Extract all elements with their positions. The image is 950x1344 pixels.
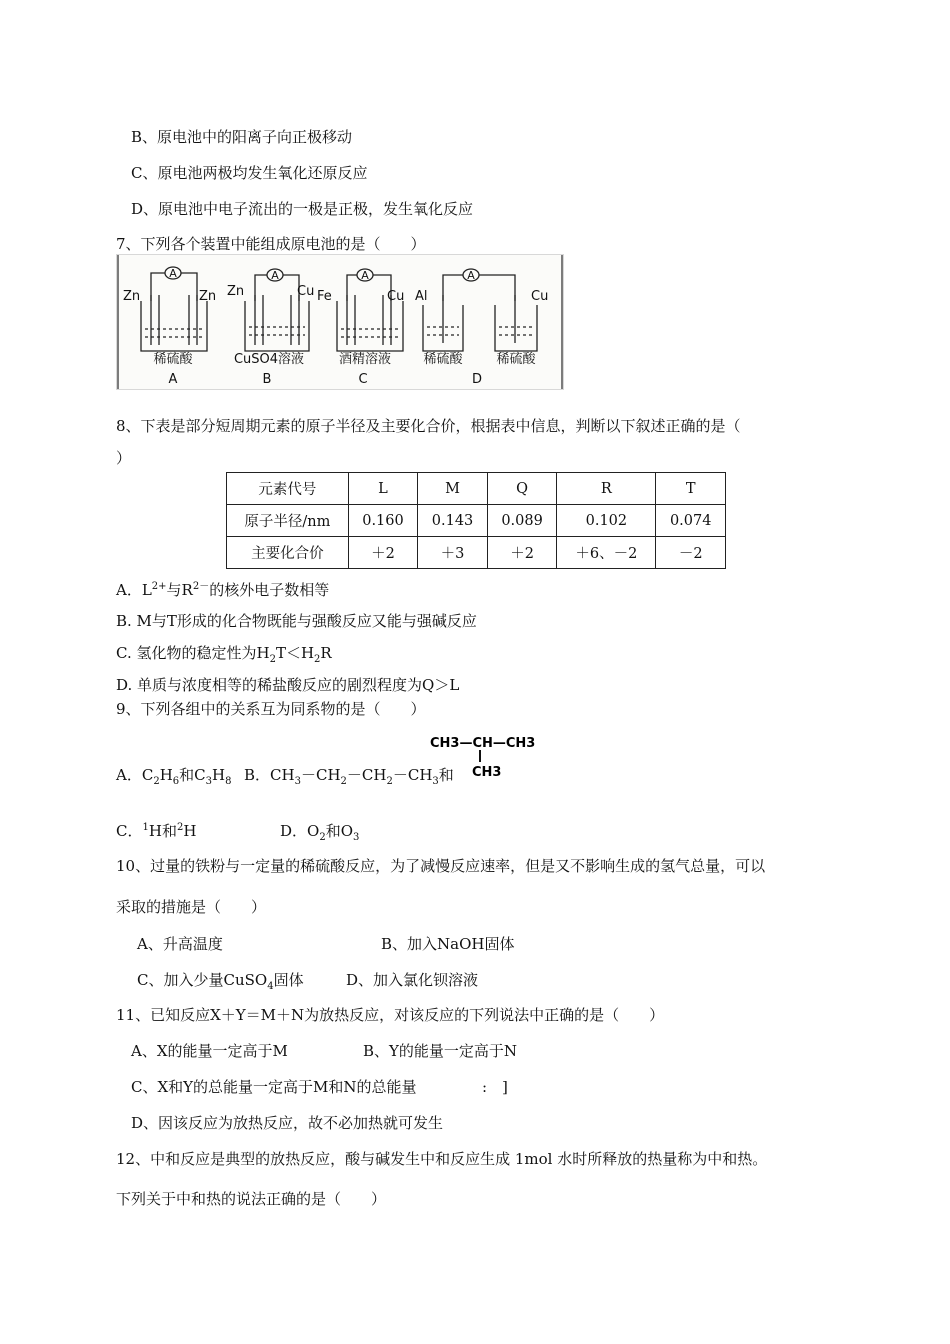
galvanic-cells-diagram — [117, 255, 563, 389]
q10-option-c: C、加入少量CuSO$_4$固体 — [137, 971, 304, 992]
table-row — [227, 537, 726, 569]
apparatus-letter-d: D — [471, 372, 483, 387]
q11-option-d: D、因该反应为放热反应，故不必加热就可发生 — [131, 1114, 444, 1132]
q6-option-b: B、原电池中的阳离子向正极移动 — [131, 128, 353, 146]
structure-branch: CH3 — [472, 765, 502, 778]
q9-option-d: D．$O_2$和$O_3$ — [280, 822, 360, 843]
electrode-d-left: Al — [415, 289, 428, 304]
electrode-c-right: Cu — [387, 289, 405, 304]
q11-option-c-artifact: : ] — [482, 1078, 508, 1096]
q10-stem-line2: 采取的措施是（ ） — [116, 898, 267, 916]
q10-option-d: D、加入氯化钡溶液 — [346, 971, 479, 989]
table-cell: ＋3 — [418, 537, 488, 569]
q9-option-a: A．$C_2H_6$和$C_3H_8$ — [116, 766, 232, 787]
table-cell: －2 — [656, 537, 726, 569]
solution-c: 酒精溶液 — [338, 352, 392, 367]
table-cell: 0.089 — [487, 505, 557, 537]
ammeter-label-c: A — [361, 269, 369, 282]
q10-option-a: A、升高温度 — [137, 935, 223, 953]
ammeter-label-d: A — [467, 269, 475, 282]
q8-option-b: B. M与T形成的化合物既能与强酸反应又能与强碱反应 — [116, 612, 477, 630]
electrode-b-right: Cu — [297, 284, 315, 299]
q9-stem: 9、下列各组中的关系互为同系物的是（ ） — [116, 700, 426, 718]
table-cell: R — [557, 473, 656, 505]
q9-option-b: B．$CH_3-CH_2-CH_2-CH_3$和 — [244, 766, 454, 787]
table-cell: ＋2 — [348, 537, 418, 569]
table-row — [227, 505, 726, 537]
table-cell: T — [656, 473, 726, 505]
q6-option-c: C、原电池两极均发生氧化还原反应 — [131, 164, 368, 182]
table-cell: ＋2 — [487, 537, 557, 569]
q11-option-c: C、X和Y的总能量一定高于M和N的总能量 — [131, 1078, 417, 1096]
electrode-a-right: Zn — [199, 289, 217, 304]
q9-option-c: C．$^1$H和$^2$H — [116, 822, 197, 840]
solution-d-right: 稀硫酸 — [496, 352, 536, 367]
electrode-c-left: Fe — [317, 289, 332, 304]
solution-a: 稀硫酸 — [153, 352, 193, 367]
table-cell: 0.143 — [418, 505, 488, 537]
apparatus-letter-a: A — [168, 372, 178, 387]
q8-option-d: D. 单质与浓度相等的稀盐酸反应的剧烈程度为Q＞L — [116, 676, 460, 694]
table-cell: 0.102 — [557, 505, 656, 537]
table-row — [227, 473, 726, 505]
table-cell: 元素代号 — [227, 473, 349, 505]
table-cell: 0.160 — [348, 505, 418, 537]
table-cell: 0.074 — [656, 505, 726, 537]
electrode-d-right: Cu — [531, 289, 549, 304]
galvanic-cell-figure — [116, 254, 564, 390]
solution-b: CuSO4溶液 — [233, 352, 305, 367]
q7-stem: 7、下列各个装置中能组成原电池的是（ ） — [116, 235, 426, 253]
table-cell: 原子半径/nm — [227, 505, 349, 537]
q10-option-b: B、加入NaOH固体 — [381, 935, 515, 953]
q11-option-a: A、X的能量一定高于M — [131, 1042, 288, 1060]
table-cell: L — [348, 473, 418, 505]
ammeter-label-a: A — [169, 267, 177, 280]
q6-option-d: D、原电池中电子流出的一极是正极，发生氧化反应 — [131, 200, 474, 218]
solution-d-left: 稀硫酸 — [423, 352, 463, 367]
q8-option-c: C. 氢化物的稳定性为$H_2T<H_2R$ — [116, 644, 332, 665]
q12-stem-line2: 下列关于中和热的说法正确的是（ ） — [116, 1190, 387, 1208]
table-cell: M — [418, 473, 488, 505]
q8-stem-line2: ） — [116, 449, 132, 467]
structure-main-chain: CH3—CH—CH3 — [430, 736, 536, 751]
table-cell: 主要化合价 — [227, 537, 349, 569]
apparatus-letter-b: B — [262, 372, 272, 387]
q8-stem-line1: 8、下表是部分短周期元素的原子半径及主要化合价，根据表中信息，判断以下叙述正确的是（ — [116, 417, 741, 435]
ammeter-label-b: A — [271, 269, 279, 282]
q10-stem-line1: 10、过量的铁粉与一定量的稀硫酸反应，为了减慢反应速率，但是又不影响生成的氢气总量，可以 — [116, 857, 766, 875]
apparatus-letter-c: C — [358, 372, 368, 387]
table-cell: ＋6、－2 — [557, 537, 656, 569]
q11-option-b: B、Y的能量一定高于N — [363, 1042, 518, 1060]
electrode-b-left: Zn — [227, 284, 245, 299]
q12-stem-line1: 12、中和反应是典型的放热反应，酸与碱发生中和反应生成 1mol 水时所释放的热量称为中和热。 — [116, 1150, 768, 1168]
element-table — [226, 472, 726, 569]
electrode-a-left: Zn — [123, 289, 141, 304]
q11-stem: 11、已知反应X＋Y＝M＋N为放热反应，对该反应的下列说法中正确的是（ ） — [116, 1006, 665, 1024]
q8-option-a: A．$L^{2+}$与$R^{2-}$的核外电子数相等 — [116, 581, 330, 599]
table-cell: Q — [487, 473, 557, 505]
